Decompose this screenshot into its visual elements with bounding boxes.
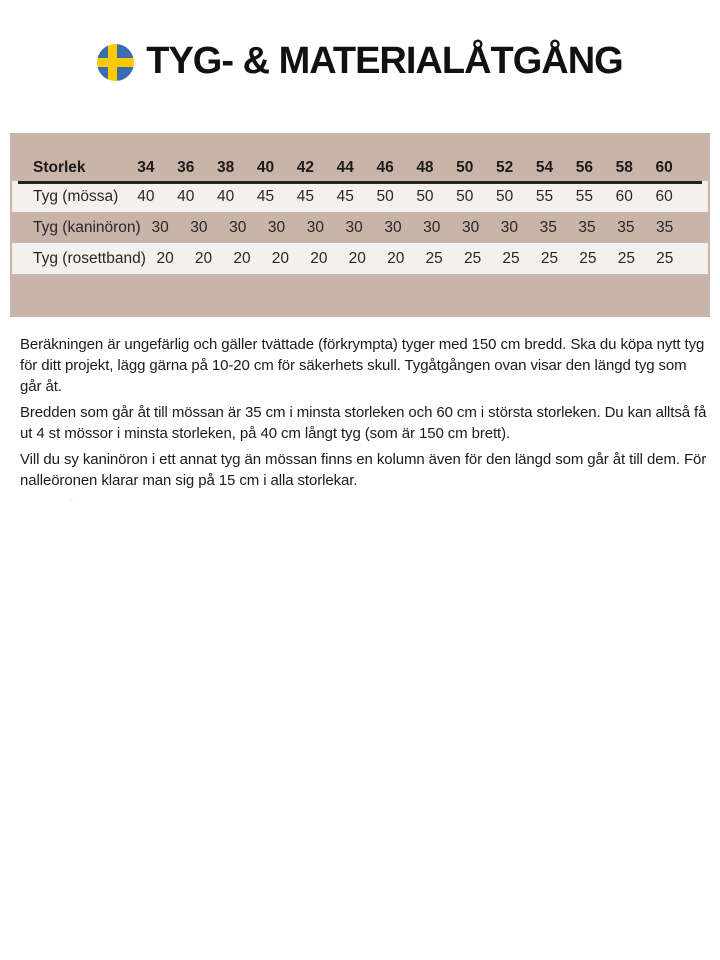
page-title: TYG- & MATERIALÅTGÅNG [146, 40, 623, 82]
table-cell: 35 [578, 218, 596, 236]
table-cell: 20 [233, 249, 251, 267]
table-cell: 25 [579, 249, 597, 267]
table-cell: 20 [156, 249, 174, 267]
table-cell: 50 [416, 187, 434, 205]
table-row-hat-fabric [12, 181, 708, 212]
table-cell: 35 [617, 218, 635, 236]
table-cell: 50 [456, 187, 474, 205]
page-header [0, 42, 720, 82]
size-header-cells [126, 159, 684, 177]
paragraph-ears-note: Vill du sy kaninöron i ett annat tyg än mössan finns en kolumn även för den längd som går åt till dem. För nalleöronen klarar man sig på 15 cm i alla storlekar. [20, 451, 707, 489]
table-cell: 36 [177, 159, 195, 176]
table-header-label: Storlek [33, 159, 86, 176]
swedish-flag-icon [97, 44, 134, 81]
table-cell: 35 [539, 218, 557, 236]
faint-dots-artifact: .. [70, 492, 82, 503]
row-cells [126, 188, 684, 206]
table-cell: 56 [575, 159, 593, 176]
table-cell: 40 [217, 187, 235, 205]
table-cell: 30 [267, 218, 286, 236]
table-row-bunny-ears-fabric [12, 212, 708, 243]
table-cell: 60 [615, 187, 633, 205]
table-cell: 30 [500, 218, 519, 236]
table-cell: 38 [217, 159, 235, 176]
row-cells [141, 219, 684, 237]
table-cell: 25 [502, 249, 520, 267]
paragraph-width-note: Bredden som går åt till mössan är 35 cm i minsta storleken och 60 cm i största storleken. Du kan alltså få ut 4 st mössor i minsta storleken, på 40 cm långt tyg (som är 150 cm brett). [20, 404, 707, 442]
table-cell: 45 [296, 187, 314, 205]
table-cell: 44 [336, 159, 354, 176]
table-cell: 50 [376, 187, 394, 205]
body-text [20, 334, 708, 496]
table-cell: 46 [376, 159, 394, 176]
table-cell: 25 [540, 249, 559, 267]
row-label: Tyg (rosettband) [33, 249, 146, 267]
table-cell: 30 [423, 218, 441, 236]
table-cell: 34 [137, 159, 155, 176]
table-cell: 60 [655, 159, 673, 176]
paragraph-estimate-note: Beräkningen är ungefärlig och gäller tvättade (förkrympta) tyger med 150 cm bredd. Ska du köpa nytt tyg för ditt projekt, lägg gärna på 10-20 cm för säkerhets skull. Tygåtgången ovan visar den längd tyg som går åt. [20, 336, 705, 395]
table-cell: 50 [456, 159, 474, 176]
table-cell: 30 [229, 218, 247, 236]
table-cell: 42 [296, 159, 314, 176]
table-cell: 30 [306, 218, 324, 236]
table-cell: 20 [387, 249, 405, 267]
table-cell: 58 [615, 159, 633, 176]
row-label: Tyg (mössa) [33, 187, 119, 205]
table-cell: 20 [271, 249, 290, 267]
table-header-row [12, 155, 708, 181]
table-cell: 55 [575, 187, 593, 205]
table-cell: 54 [535, 159, 554, 176]
table-cell: 55 [535, 187, 554, 205]
table-cell: 52 [496, 159, 514, 176]
table-cell: 30 [384, 218, 402, 236]
table-cell: 48 [416, 159, 434, 176]
table-cell: 20 [194, 249, 213, 267]
row-cells [146, 250, 684, 268]
table-cell: 50 [496, 187, 514, 205]
table-cell: 30 [190, 218, 208, 236]
table-cell: 45 [256, 187, 275, 205]
table-cell: 25 [463, 249, 482, 267]
table-cell: 35 [656, 218, 674, 236]
table-cell: 30 [461, 218, 480, 236]
table-cell: 60 [655, 187, 673, 205]
table-cell: 25 [425, 249, 443, 267]
table-row-bow-band-fabric [12, 243, 708, 274]
table-cell: 20 [348, 249, 366, 267]
table-cell: 30 [151, 218, 169, 236]
table-cell: 25 [617, 249, 635, 267]
table-cell: 40 [256, 159, 275, 176]
table-cell: 40 [177, 187, 195, 205]
table-cell: 30 [345, 218, 363, 236]
table-cell: 45 [336, 187, 354, 205]
row-label: Tyg (kaninöron) [33, 218, 141, 236]
table-cell: 40 [137, 187, 155, 205]
table-header-rule [18, 181, 702, 184]
table-cell: 25 [656, 249, 674, 267]
table-cell: 20 [310, 249, 328, 267]
fabric-consumption-table [10, 133, 710, 317]
